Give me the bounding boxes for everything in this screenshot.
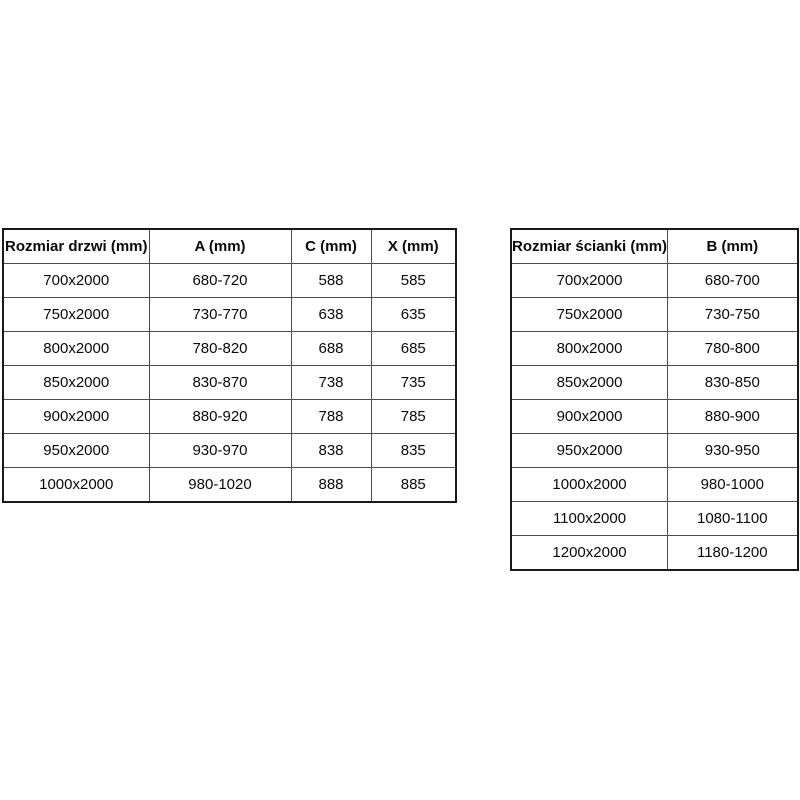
table-cell: 680-720: [149, 264, 291, 298]
table-cell: 880-900: [668, 400, 798, 434]
table-cell: 830-870: [149, 366, 291, 400]
table-cell: 838: [291, 434, 371, 468]
table-cell: 1080-1100: [668, 502, 798, 536]
table-cell: 1100x2000: [511, 502, 668, 536]
table-cell: 950x2000: [3, 434, 149, 468]
table-row: [3, 264, 456, 298]
column-header: A (mm): [149, 229, 291, 264]
table-cell: 980-1020: [149, 468, 291, 503]
column-header: Rozmiar drzwi (mm): [3, 229, 149, 264]
table-header-row: [3, 229, 456, 264]
table-cell: 780-800: [668, 332, 798, 366]
table-cell: 788: [291, 400, 371, 434]
table-row: [3, 366, 456, 400]
table-cell: 635: [371, 298, 456, 332]
table-cell: 850x2000: [3, 366, 149, 400]
table-cell: 730-750: [668, 298, 798, 332]
table-cell: 1000x2000: [3, 468, 149, 503]
table-cell: 880-920: [149, 400, 291, 434]
table-cell: 900x2000: [511, 400, 668, 434]
column-header: X (mm): [371, 229, 456, 264]
column-header: B (mm): [668, 229, 798, 264]
column-header: C (mm): [291, 229, 371, 264]
table-cell: 830-850: [668, 366, 798, 400]
table-cell: 585: [371, 264, 456, 298]
table-cell: 700x2000: [511, 264, 668, 298]
table-row: [511, 434, 798, 468]
table-row: [511, 366, 798, 400]
table-cell: 780-820: [149, 332, 291, 366]
table-row: [3, 332, 456, 366]
table-row: [511, 298, 798, 332]
table-cell: 638: [291, 298, 371, 332]
table-cell: 730-770: [149, 298, 291, 332]
table-cell: 680-700: [668, 264, 798, 298]
table-cell: 688: [291, 332, 371, 366]
table-cell: 930-950: [668, 434, 798, 468]
table-cell: 850x2000: [511, 366, 668, 400]
table-cell: 800x2000: [3, 332, 149, 366]
table-row: [511, 264, 798, 298]
table-cell: 750x2000: [3, 298, 149, 332]
table-cell: 700x2000: [3, 264, 149, 298]
door-size-table: [2, 228, 457, 503]
table-cell: 750x2000: [511, 298, 668, 332]
table-row: [3, 468, 456, 503]
table-row: [511, 468, 798, 502]
table-cell: 800x2000: [511, 332, 668, 366]
table-cell: 930-970: [149, 434, 291, 468]
table-row: [3, 298, 456, 332]
table-cell: 885: [371, 468, 456, 503]
table-cell: 588: [291, 264, 371, 298]
table-header-row: [511, 229, 798, 264]
table-cell: 785: [371, 400, 456, 434]
table-cell: 1000x2000: [511, 468, 668, 502]
table-cell: 888: [291, 468, 371, 503]
wall-size-table: [510, 228, 799, 571]
table-row: [511, 502, 798, 536]
table-cell: 1180-1200: [668, 536, 798, 571]
column-header: Rozmiar ścianki (mm): [511, 229, 668, 264]
table-cell: 835: [371, 434, 456, 468]
table-row: [3, 434, 456, 468]
table-row: [511, 400, 798, 434]
table-cell: 1200x2000: [511, 536, 668, 571]
table-cell: 950x2000: [511, 434, 668, 468]
table-cell: 735: [371, 366, 456, 400]
table-row: [511, 332, 798, 366]
table-cell: 980-1000: [668, 468, 798, 502]
table-cell: 685: [371, 332, 456, 366]
table-cell: 738: [291, 366, 371, 400]
table-cell: 900x2000: [3, 400, 149, 434]
table-row: [511, 536, 798, 571]
table-row: [3, 400, 456, 434]
